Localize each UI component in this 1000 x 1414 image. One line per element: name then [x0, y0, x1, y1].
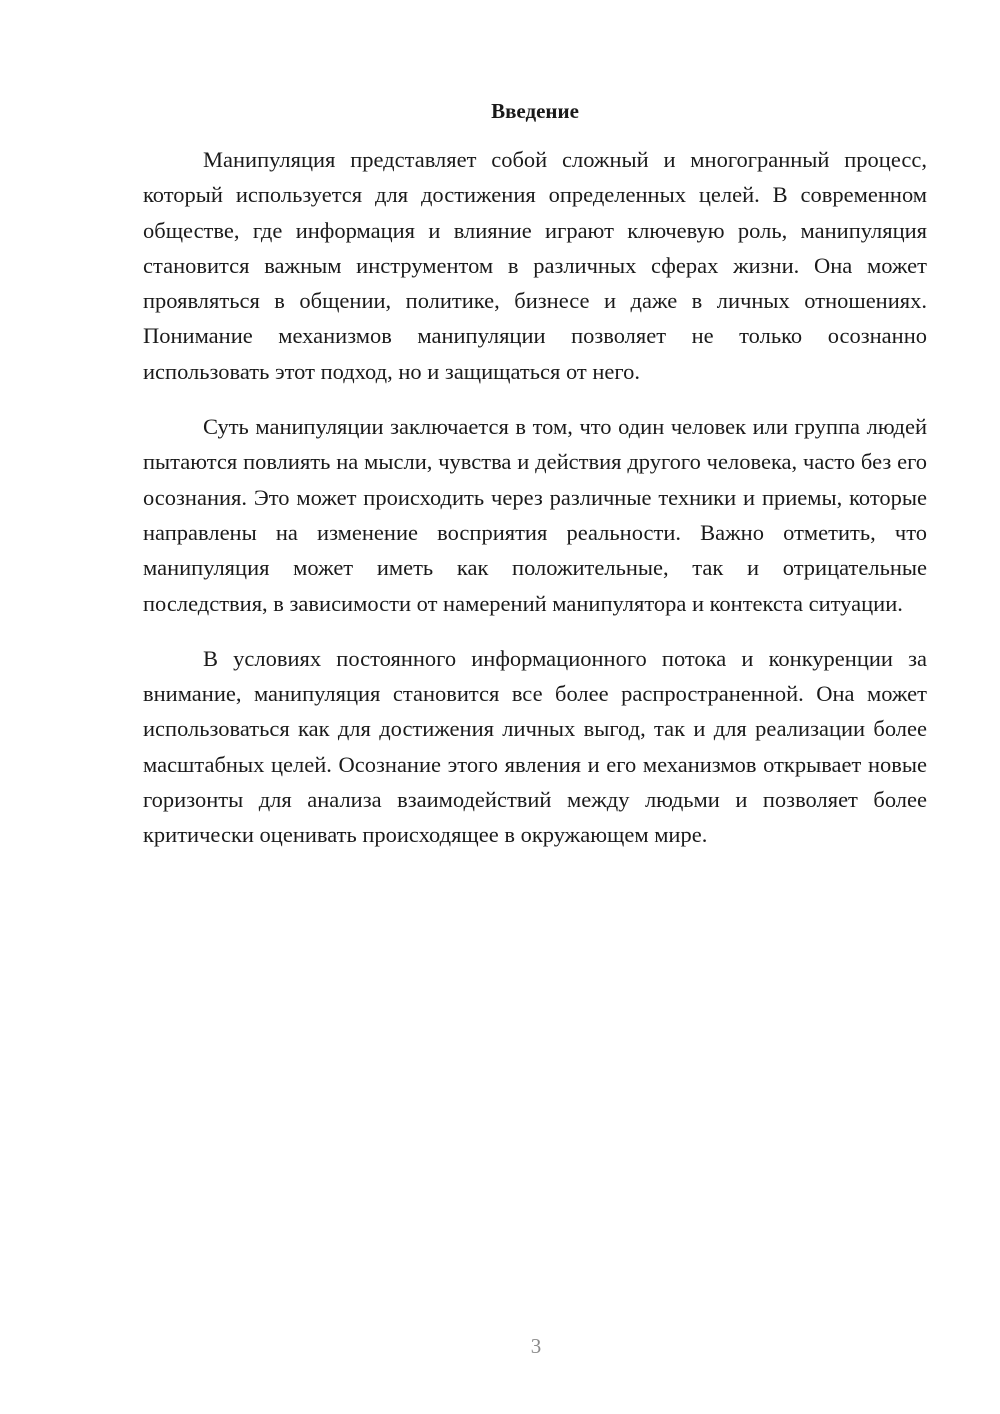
page-number: 3: [530, 1334, 542, 1358]
paragraph-3: В условиях постоянного информационного потока и конкуренции за внимание, манипуляция становится все более распространенной. Она может использоваться как для достижения личных выгод, так и для реализации более масштабных целей. Осознание этого явления и его механизмов открывает новые горизонты для анализа взаимодействий между людьми и позволяет более критически оценивать происходящее в окружающем мире.: [143, 645, 927, 848]
paragraph-1: Манипуляция представляет собой сложный и многогранный процесс, который используется для достижения определенных целей. В современном обществе, где информация и влияние играют ключевую роль, манипуляция становится важным инструментом в различных сферах жизни. Она может проявляться в общении, политике, бизнесе и даже в личных отношениях. Понимание механизмов манипуляции позволяет не только осознанно использовать этот подход, но и защищаться от него.: [143, 147, 927, 384]
section-heading: Введение: [491, 99, 579, 123]
body-text: [143, 142, 927, 873]
paragraph-2: Суть манипуляции заключается в том, что один человек или группа людей пытаются повлиять на мысли, чувства и действия другого человека, часто без его осознания. Это может происходить через различные техники и приемы, которые направлены на изменение восприятия реальности. Важно отметить, что манипуляция может иметь как положительные, так и отрицательные последствия, в зависимости от намерений манипулятора и контекста ситуации.: [143, 414, 927, 616]
